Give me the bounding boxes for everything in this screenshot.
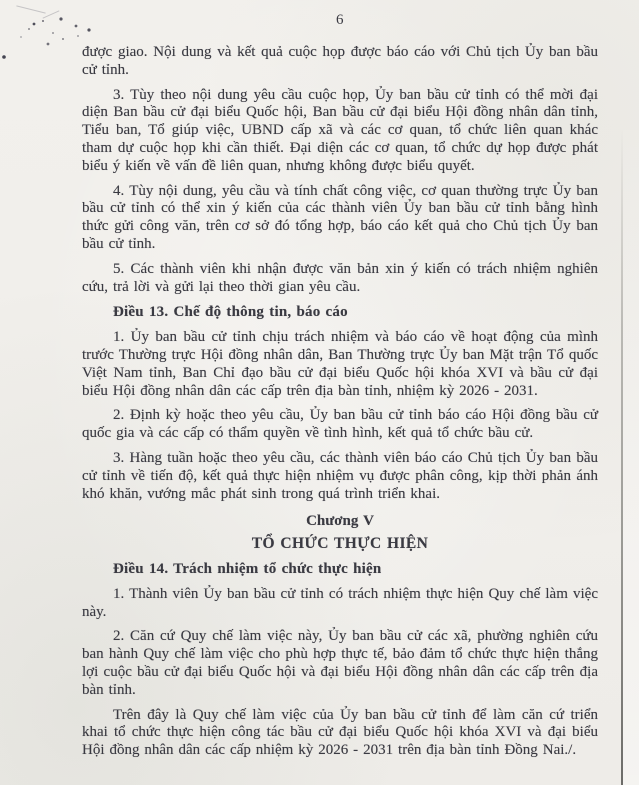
scan-margin-strip bbox=[623, 130, 639, 785]
paragraph-item-4: 4. Tùy nội dung, yêu cầu và tính chất công việc, cơ quan thường trực Ủy ban bầu cử tỉnh có thể xin ý kiến của các thành viên Ủy ban bầu cử tỉnh bằng hình thức gửi công văn, trên cơ sở đó tổng hợp, báo cáo kết quả cho Chủ tịch Ủy ban bầu cử tỉnh. bbox=[82, 182, 598, 252]
paragraph-continuation: được giao. Nội dung và kết quả cuộc họp được báo cáo với Chủ tịch Ủy ban bầu cử tỉnh. bbox=[82, 44, 598, 78]
document-body bbox=[82, 44, 598, 760]
article-13-heading: Điều 13. Chế độ thông tin, báo cáo bbox=[113, 304, 348, 321]
chapter-title-heading: TỔ CHỨC THỰC HIỆN bbox=[251, 535, 429, 553]
paragraph-item-2b: 2. Căn cứ Quy chế làm việc này, Ủy ban bầu cử các xã, phường nghiên cứu ban hành Quy chế làm việc cho phù hợp thực tế, bảo đảm tổ chức thực hiện thắng lợi cuộc bầu cử đại biểu Quốc hội và đại biểu Hội đồng nhân dân các cấp trên địa bàn tỉnh. bbox=[82, 628, 598, 698]
paragraph-item-3b: 3. Hàng tuần hoặc theo yêu cầu, các thành viên báo cáo Chủ tịch Ủy ban bầu cử tỉnh về tiến độ, kết quả thực hiện nhiệm vụ được phân công, kịp thời phản ánh khó khăn, vướng mắc phát sinh trong quá trình triển khai. bbox=[82, 449, 598, 502]
paragraph-item-1b: 1. Thành viên Ủy ban bầu cử tỉnh có trách nhiệm thực hiện Quy chế làm việc này. bbox=[82, 585, 598, 620]
chapter-number-heading: Chương V bbox=[306, 513, 374, 530]
paragraph-item-3: 3. Tùy theo nội dung yêu cầu cuộc họp, Ủy ban bầu cử tỉnh có thể mời đại diện Ban bầu cử đại biểu Quốc hội, Ban bầu cử đại biểu Hội đồng nhân dân tỉnh, Tiểu ban, Tổ giúp việc, UBND cấp xã và các cơ quan, tổ chức liên quan khác tham dự cuộc họp khi cần thiết. Đại diện các cơ quan, tổ chức dự họp được phát biểu ý kiến về vấn đề liên quan, nhưng không được biểu quyết. bbox=[82, 86, 598, 174]
page-number: 6 bbox=[336, 12, 344, 28]
pen-mark bbox=[16, 5, 45, 13]
paragraph-item-5: 5. Các thành viên khi nhận được văn bản xin ý kiến có trách nhiệm nghiên cứu, trả lời và gửi lại theo thời gian yêu cầu. bbox=[82, 260, 598, 295]
article-14-heading: Điều 14. Trách nhiệm tổ chức thực hiện bbox=[113, 560, 382, 577]
ink-speckles bbox=[0, 0, 2, 2]
paragraph-item-2: 2. Định kỳ hoặc theo yêu cầu, Ủy ban bầu cử tỉnh báo cáo Hội đồng bầu cử quốc gia và các cấp có thẩm quyền về tình hình, kết quả tổ chức bầu cử. bbox=[82, 407, 598, 442]
closing-paragraph: Trên đây là Quy chế làm việc của Ủy ban bầu cử tỉnh để làm căn cứ triển khai tổ chức thực hiện công tác bầu cử đại biểu Quốc hội khóa XVI và đại biểu Hội đồng nhân dân các cấp nhiệm kỳ 2026 - 2031 trên địa bàn tỉnh Đồng Nai./. bbox=[82, 706, 598, 759]
paragraph-item-1: 1. Ủy ban bầu cử tỉnh chịu trách nhiệm và báo cáo về hoạt động của mình trước Thường trực Hội đồng nhân dân, Ban Thường trực Ủy ban Mặt trận Tổ quốc Việt Nam tỉnh, Ban Chỉ đạo bầu cử đại biểu Quốc hội khóa XVI và bầu cử đại biểu Hội đồng nhân dân các cấp trên địa bàn tỉnh, nhiệm kỳ 2026 - 2031. bbox=[82, 329, 598, 399]
